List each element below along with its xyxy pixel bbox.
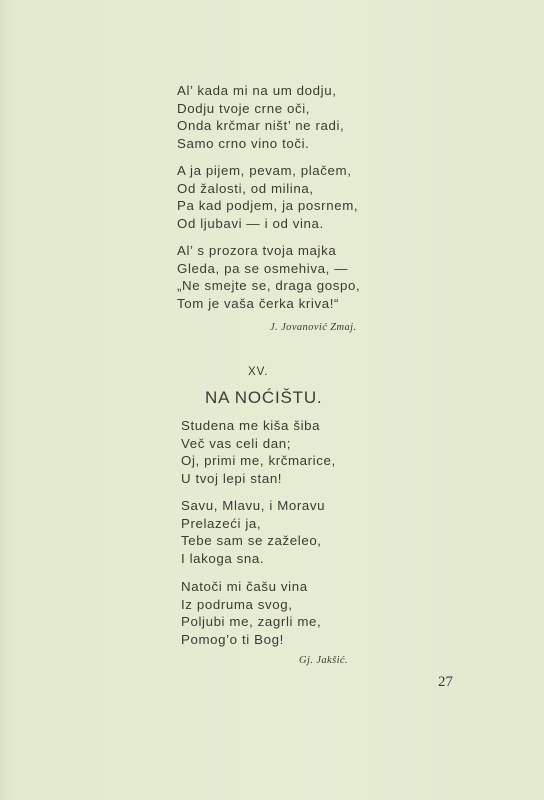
verse-line: A ja pijem, pevam, plačem, [177,163,352,178]
verse-line: Natoči mi čašu vina [181,579,308,594]
verse-line: Tom je vaša čerka kriva!“ [177,295,340,311]
poem1-author: J. Jovanović Zmaj. [270,322,357,333]
poem2-stanza-3 [181,578,321,648]
page-number: 27 [438,674,453,690]
poem-title: NA NOĆIŠTU. [205,388,323,407]
verse-line: Poljubi me, zagrli me, [181,614,322,630]
poem1-stanza-3 [177,242,360,312]
verse-line: I lakoga sna. [181,550,265,566]
poem1-stanza-1 [177,82,344,152]
poem2-author: Gj. Jakšić. [299,655,349,666]
poem2-stanza-1 [181,417,336,487]
verse-line: Pomog’o ti Bog! [181,631,284,647]
verse-line: Prelazeći ja, [181,515,262,531]
verse-line: Od ljubavi — i od vina. [177,215,324,231]
verse-line: Al’ s prozora tvoja majka [177,243,337,258]
verse-line: Onda krčmar ništ’ ne radi, [177,118,345,134]
verse-line: Al’ kada mi na um dodju, [177,83,337,98]
verse-line: Dodju tvoje crne oči, [177,100,311,116]
verse-line: Gleda, pa se osmehiva, — [177,260,349,276]
verse-line: Več vas celi dan; [181,435,291,451]
verse-line: Tebe sam se zaželeo, [181,533,322,549]
verse-line: Studena me kiša šiba [181,418,321,433]
verse-line: U tvoj lepi stan! [181,470,283,486]
verse-line: Savu, Mlavu, i Moravu [181,498,326,513]
verse-line: Samo crno vino toči. [177,135,310,151]
poem2-stanza-2 [181,497,325,567]
verse-line: Oj, primi me, krčmarice, [181,453,336,469]
verse-line: Pa kad podjem, ja posrnem, [177,198,359,214]
verse-line: Od žalosti, od milina, [177,180,314,196]
verse-line: „Ne smejte se, draga gospo, [177,278,361,294]
verse-line: Iz podruma svog, [181,596,293,612]
poem1-stanza-2 [177,162,358,232]
poem-number: XV. [248,366,269,378]
